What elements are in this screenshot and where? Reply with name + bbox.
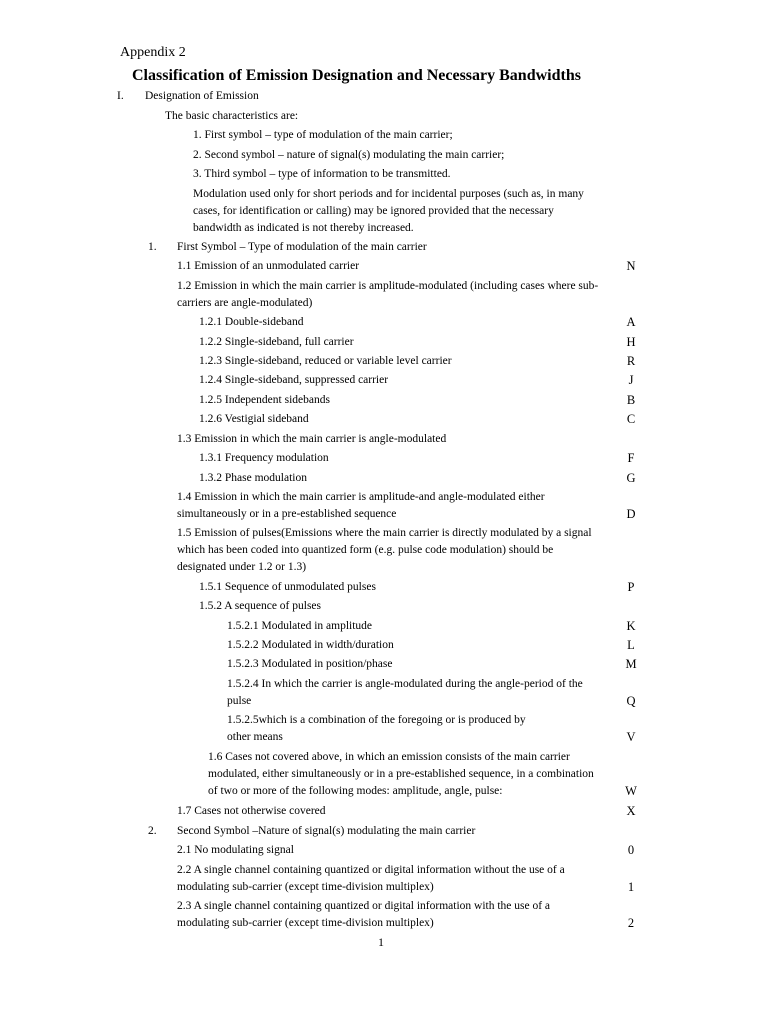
entry-text: other means (227, 731, 283, 743)
entry-text: modulating sub-carrier (except time-division multiplex) (177, 881, 434, 893)
emission-code: 2 (627, 916, 635, 930)
entry-text: of two or more of the following modes: amplitude, angle, pulse: (208, 785, 503, 797)
intro-item: 1. First symbol – type of modulation of the main carrier; (193, 129, 453, 141)
entry-text: 1.7 Cases not otherwise covered (177, 805, 326, 817)
emission-code: 0 (627, 843, 635, 857)
entry-text: 1.3 Emission in which the main carrier is angle-modulated (177, 433, 447, 445)
entry-text: designated under 1.2 or 1.3) (177, 561, 307, 573)
entry-text: 1.5.2.1 Modulated in amplitude (227, 620, 373, 632)
entry-text: 1.6 Cases not covered above, in which an emission consists of the main carrier (208, 751, 570, 763)
subsection-heading: Second Symbol –Nature of signal(s) modulating the main carrier (177, 825, 476, 837)
intro-note-line: cases, for identification or calling) may be ignored provided that the necessary (193, 205, 554, 217)
entry-text: 1.5.2.4 In which the carrier is angle-modulated during the angle-period of the (227, 678, 583, 690)
emission-code: D (626, 507, 636, 521)
entry-text: 1.3.1 Frequency modulation (199, 452, 329, 464)
entry-text: modulated, either simultaneously or in a pre-established sequence, in a combination (208, 768, 594, 780)
emission-code: C (626, 412, 636, 426)
subsection-number: 1. (148, 241, 157, 253)
emission-code: F (627, 451, 635, 465)
emission-code: K (626, 619, 636, 633)
entry-text: 1.3.2 Phase modulation (199, 472, 307, 484)
document-title: Classification of Emission Designation and Necessary Bandwidths (132, 67, 581, 84)
emission-code: P (627, 580, 635, 594)
section-title: Designation of Emission (145, 90, 259, 102)
entry-text: 2.1 No modulating signal (177, 844, 294, 856)
subsection-heading: First Symbol – Type of modulation of the main carrier (177, 241, 427, 253)
emission-code: B (626, 393, 636, 407)
entry-text: 1.2.1 Double-sideband (199, 316, 304, 328)
emission-code: M (625, 657, 637, 671)
emission-code: N (626, 259, 636, 273)
section-number: I. (117, 90, 124, 102)
entry-text: 1.2.5 Independent sidebands (199, 394, 330, 406)
emission-code: H (626, 335, 636, 349)
emission-code: X (626, 804, 636, 818)
entry-text: 1.2.3 Single-sideband, reduced or variable level carrier (199, 355, 452, 367)
entry-text: 1.2.2 Single-sideband, full carrier (199, 336, 354, 348)
entry-text: 1.4 Emission in which the main carrier is amplitude-and angle-modulated either (177, 491, 545, 503)
entry-text: 1.2.4 Single-sideband, suppressed carrier (199, 374, 389, 386)
intro-note-line: Modulation used only for short periods and for incidental purposes (such as, in many (193, 188, 584, 200)
emission-code: 1 (627, 880, 635, 894)
emission-code: A (626, 315, 636, 329)
entry-text: 2.3 A single channel containing quantized or digital information with the use of a (177, 900, 551, 912)
intro-lead: The basic characteristics are: (165, 110, 299, 122)
emission-code: G (626, 471, 636, 485)
entry-text: 1.5 Emission of pulses(Emissions where the main carrier is directly modulated by a signal (177, 527, 592, 539)
entry-text: modulating sub-carrier (except time-division multiplex) (177, 917, 434, 929)
entry-text: 1.2 Emission in which the main carrier is amplitude-modulated (including cases where sub- (177, 280, 599, 292)
entry-text: 1.5.2.5which is a combination of the foregoing or is produced by (227, 714, 526, 726)
emission-code: J (628, 373, 634, 387)
emission-code: W (625, 784, 637, 798)
entry-text: 1.1 Emission of an unmodulated carrier (177, 260, 360, 272)
emission-code: Q (626, 694, 636, 708)
entry-text: pulse (227, 695, 252, 707)
page-number: 1 (378, 935, 384, 949)
entry-text: 1.5.2.3 Modulated in position/phase (227, 658, 393, 670)
entry-text: 1.5.2 A sequence of pulses (199, 600, 322, 612)
entry-text: 1.5.1 Sequence of unmodulated pulses (199, 581, 376, 593)
intro-note-line: bandwidth as indicated is not thereby increased. (193, 222, 414, 234)
entry-text: simultaneously or in a pre-established sequence (177, 508, 397, 520)
emission-code: L (627, 638, 635, 652)
entry-text: 2.2 A single channel containing quantized or digital information without the use of a (177, 864, 565, 876)
entry-text: which has been coded into quantized form (e.g. pulse code modulation) should be (177, 544, 554, 556)
intro-item: 3. Third symbol – type of information to be transmitted. (193, 168, 451, 180)
entry-text: 1.5.2.2 Modulated in width/duration (227, 639, 394, 651)
emission-code: R (626, 354, 636, 368)
intro-item: 2. Second symbol – nature of signal(s) modulating the main carrier; (193, 149, 505, 161)
appendix-label: Appendix 2 (120, 45, 186, 60)
subsection-number: 2. (148, 825, 157, 837)
emission-code: V (626, 730, 636, 744)
entry-text: carriers are angle-modulated) (177, 297, 313, 309)
entry-text: 1.2.6 Vestigial sideband (199, 413, 309, 425)
